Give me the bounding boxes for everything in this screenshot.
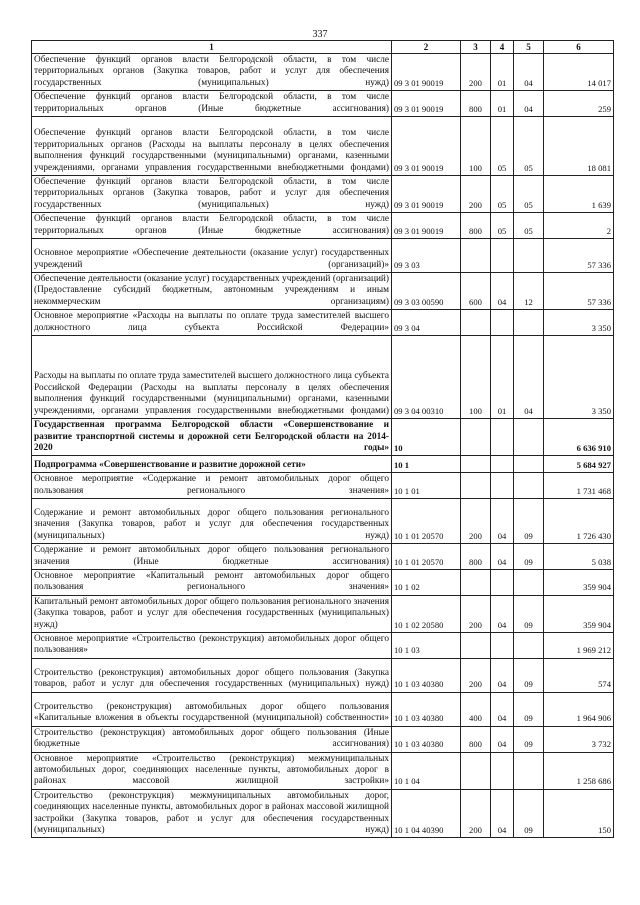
description-cell: Основное мероприятие «Строительство (реконструкция) межмуниципальных автомобильных дорог, соединяющих населенные пункты, автомобильных дорог в районах массовой жилищной застройки»: [32, 752, 392, 789]
description-cell: Основное мероприятие «Расходы на выплаты по оплате труда заместителей высшего должностного лица субъекта Российской Федерации»: [32, 310, 392, 336]
code-cell: 10 1 02 20580: [392, 595, 461, 632]
subsection-cell: 05: [514, 176, 544, 213]
description-cell: Капитальный ремонт автомобильных дорог общего пользования регионального значения (Закупка товаров, работ и услуг для обеспечения государственных (муниципальных) нужд): [32, 595, 392, 632]
subsection-cell: 05: [514, 213, 544, 239]
table-row: [32, 273, 614, 310]
section-cell: 04: [491, 544, 514, 570]
expense-type-cell: [461, 632, 491, 658]
table-row: [32, 752, 614, 789]
code-cell: 09 3 01 90019: [392, 176, 461, 213]
description-cell: Обеспечение функций органов власти Белгородской области, в том числе территориальных органов (Расходы на выплаты персоналу в целях обеспечения выполнения функций государственными (муниципальными) органами, казенными учреждениями, органами управления государственными внебюджетными фондами): [32, 117, 392, 176]
code-cell: 10: [392, 419, 461, 456]
description-cell: Строительство (реконструкция) автомобильных дорог общего пользования (Закупка товаров, работ и услуг для обеспечения государственных (муниципальных) нужд): [32, 658, 392, 692]
subsection-cell: 09: [514, 726, 544, 752]
description-cell: Государственная программа Белгородской области «Совершенствование и развитие транспортной системы и дорожной сети Белгородской области на 2014-2020 годы»: [32, 419, 392, 456]
code-cell: 10 1 03 40380: [392, 658, 461, 692]
code-cell: 09 3 01 90019: [392, 91, 461, 117]
subsection-cell: 05: [514, 117, 544, 176]
table-row: [32, 789, 614, 838]
amount-cell: 2: [544, 213, 614, 239]
amount-cell: 3 732: [544, 726, 614, 752]
section-cell: 05: [491, 213, 514, 239]
section-cell: 05: [491, 176, 514, 213]
expense-type-cell: 200: [461, 54, 491, 91]
section-cell: [491, 310, 514, 336]
page-number: 337: [312, 29, 328, 40]
table-row: [32, 54, 614, 91]
section-cell: 04: [491, 692, 514, 726]
table-row: [32, 213, 614, 239]
column-header: 4: [491, 41, 514, 54]
code-cell: 09 3 03: [392, 239, 461, 273]
code-cell: 10 1 01 20570: [392, 499, 461, 544]
description-cell: Обеспечение функций органов власти Белгородской области, в том числе территориальных органов (Иные бюджетные ассигнования): [32, 91, 392, 117]
amount-cell: 1 964 906: [544, 692, 614, 726]
description-cell: Обеспечение деятельности (оказание услуг) государственных учреждений (организаций) (Предоставление субсидий бюджетным, автономным учреждениям и иным некоммерческим организациям): [32, 273, 392, 310]
expense-type-cell: [461, 473, 491, 499]
expense-type-cell: 800: [461, 91, 491, 117]
amount-cell: 150: [544, 789, 614, 838]
table-body: [32, 41, 614, 838]
description-cell: Основное мероприятие «Строительство (реконструкция) автомобильных дорог общего пользования»: [32, 632, 392, 658]
subsection-cell: [514, 632, 544, 658]
section-cell: 04: [491, 595, 514, 632]
code-cell: 10 1 02: [392, 569, 461, 595]
amount-cell: 57 336: [544, 273, 614, 310]
amount-cell: 18 081: [544, 117, 614, 176]
table-row: [32, 632, 614, 658]
description-cell: Содержание и ремонт автомобильных дорог общего пользования регионального значения (Иные бюджетные ассигнования): [32, 544, 392, 570]
expense-type-cell: 800: [461, 544, 491, 570]
column-header: 1: [32, 41, 392, 54]
table-row: [32, 117, 614, 176]
subsection-cell: [514, 310, 544, 336]
section-cell: [491, 419, 514, 456]
code-cell: 09 3 04 00310: [392, 336, 461, 419]
section-cell: 01: [491, 54, 514, 91]
amount-cell: 5 038: [544, 544, 614, 570]
expense-type-cell: 400: [461, 692, 491, 726]
budget-table: [31, 40, 614, 838]
expense-type-cell: [461, 752, 491, 789]
description-cell: Основное мероприятие «Капитальный ремонт автомобильных дорог общего пользования регионального значения»: [32, 569, 392, 595]
section-cell: 05: [491, 117, 514, 176]
table-row: [32, 456, 614, 473]
expense-type-cell: [461, 569, 491, 595]
code-cell: 10 1 03 40380: [392, 726, 461, 752]
code-cell: 10 1 01 20570: [392, 544, 461, 570]
expense-type-cell: 200: [461, 176, 491, 213]
amount-cell: 1 639: [544, 176, 614, 213]
expense-type-cell: 800: [461, 726, 491, 752]
subsection-cell: 09: [514, 789, 544, 838]
code-cell: 09 3 04: [392, 310, 461, 336]
code-cell: 10 1 04: [392, 752, 461, 789]
section-cell: [491, 473, 514, 499]
column-header: 6: [544, 41, 614, 54]
subsection-cell: 09: [514, 544, 544, 570]
section-cell: 04: [491, 273, 514, 310]
description-cell: Строительство (реконструкция) межмуниципальных автомобильных дорог, соединяющих населенные пункты, автомобильных дорог в районах массовой жилищной застройки (Закупка товаров, работ и услуг для обеспечения государственных (муниципальных) нужд): [32, 789, 392, 838]
expense-type-cell: 200: [461, 499, 491, 544]
description-cell: Основное мероприятие «Содержание и ремонт автомобильных дорог общего пользования регионального значения»: [32, 473, 392, 499]
table-row: [32, 176, 614, 213]
section-cell: [491, 752, 514, 789]
table-row: [32, 692, 614, 726]
header-row: [32, 41, 614, 54]
subsection-cell: 09: [514, 595, 544, 632]
expense-type-cell: 200: [461, 789, 491, 838]
section-cell: 04: [491, 726, 514, 752]
amount-cell: 259: [544, 91, 614, 117]
code-cell: 09 3 01 90019: [392, 117, 461, 176]
expense-type-cell: 100: [461, 336, 491, 419]
expense-type-cell: 200: [461, 658, 491, 692]
section-cell: 01: [491, 336, 514, 419]
description-cell: Основное мероприятие «Обеспечение деятельности (оказание услуг) государственных учреждений (организаций)»: [32, 239, 392, 273]
subsection-cell: 09: [514, 658, 544, 692]
table-row: [32, 595, 614, 632]
description-cell: Подпрограмма «Совершенствование и развитие дорожной сети»: [32, 456, 392, 473]
description-cell: Обеспечение функций органов власти Белгородской области, в том числе территориальных органов (Закупка товаров, работ и услуг для обеспечения государственных (муниципальных) нужд): [32, 54, 392, 91]
section-cell: [491, 569, 514, 595]
table-row: [32, 499, 614, 544]
code-cell: 09 3 01 90019: [392, 213, 461, 239]
amount-cell: 5 684 927: [544, 456, 614, 473]
table-row: [32, 91, 614, 117]
subsection-cell: [514, 239, 544, 273]
code-cell: 10 1 03 40380: [392, 692, 461, 726]
description-cell: Обеспечение функций органов власти Белгородской области, в том числе территориальных органов (Иные бюджетные ассигнования): [32, 213, 392, 239]
amount-cell: 3 350: [544, 336, 614, 419]
subsection-cell: [514, 456, 544, 473]
section-cell: [491, 632, 514, 658]
column-header: 5: [514, 41, 544, 54]
amount-cell: 1 726 430: [544, 499, 614, 544]
description-cell: Обеспечение функций органов власти Белгородской области, в том числе территориальных органов (Закупка товаров, работ и услуг для обеспечения государственных (муниципальных) нужд): [32, 176, 392, 213]
amount-cell: 6 636 910: [544, 419, 614, 456]
subsection-cell: 09: [514, 499, 544, 544]
amount-cell: 574: [544, 658, 614, 692]
amount-cell: 359 904: [544, 595, 614, 632]
expense-type-cell: 800: [461, 213, 491, 239]
expense-type-cell: [461, 310, 491, 336]
table-row: [32, 726, 614, 752]
code-cell: 09 3 01 90019: [392, 54, 461, 91]
expense-type-cell: 100: [461, 117, 491, 176]
code-cell: 10 1: [392, 456, 461, 473]
expense-type-cell: [461, 239, 491, 273]
code-cell: 09 3 03 00590: [392, 273, 461, 310]
table-row: [32, 239, 614, 273]
section-cell: 01: [491, 91, 514, 117]
code-cell: 10 1 03: [392, 632, 461, 658]
table-row: [32, 310, 614, 336]
subsection-cell: [514, 569, 544, 595]
table-row: [32, 419, 614, 456]
section-cell: [491, 456, 514, 473]
description-cell: Строительство (реконструкция) автомобильных дорог общего пользования «Капитальные вложения в объекты государственной (муниципальной) собственности»: [32, 692, 392, 726]
section-cell: 04: [491, 499, 514, 544]
description-cell: Расходы на выплаты по оплате труда заместителей высшего должностного лица субъекта Российской Федерации (Расходы на выплаты персоналу в целях обеспечения выполнения функций государственными (муниципальными) органами, казенными учреждениями, органами управления государственными внебюджетными фондами): [32, 336, 392, 419]
amount-cell: 3 350: [544, 310, 614, 336]
description-cell: Содержание и ремонт автомобильных дорог общего пользования регионального значения (Закупка товаров, работ и услуг для обеспечения государственных (муниципальных) нужд): [32, 499, 392, 544]
amount-cell: 1 969 212: [544, 632, 614, 658]
expense-type-cell: [461, 419, 491, 456]
amount-cell: 14 017: [544, 54, 614, 91]
subsection-cell: [514, 473, 544, 499]
amount-cell: 1 258 686: [544, 752, 614, 789]
table-row: [32, 569, 614, 595]
column-header: 2: [392, 41, 461, 54]
section-cell: [491, 239, 514, 273]
subsection-cell: 12: [514, 273, 544, 310]
subsection-cell: 04: [514, 91, 544, 117]
description-cell: Строительство (реконструкция) автомобильных дорог общего пользования (Иные бюджетные ассигнования): [32, 726, 392, 752]
expense-type-cell: [461, 456, 491, 473]
code-cell: 10 1 01: [392, 473, 461, 499]
expense-type-cell: 600: [461, 273, 491, 310]
subsection-cell: 04: [514, 336, 544, 419]
subsection-cell: 04: [514, 54, 544, 91]
subsection-cell: [514, 752, 544, 789]
amount-cell: 57 336: [544, 239, 614, 273]
column-header: 3: [461, 41, 491, 54]
section-cell: 04: [491, 789, 514, 838]
table-row: [32, 658, 614, 692]
subsection-cell: 09: [514, 692, 544, 726]
section-cell: 04: [491, 658, 514, 692]
amount-cell: 359 904: [544, 569, 614, 595]
expense-type-cell: 200: [461, 595, 491, 632]
table-row: [32, 336, 614, 419]
table-row: [32, 544, 614, 570]
amount-cell: 1 731 468: [544, 473, 614, 499]
subsection-cell: [514, 419, 544, 456]
code-cell: 10 1 04 40390: [392, 789, 461, 838]
table-row: [32, 473, 614, 499]
